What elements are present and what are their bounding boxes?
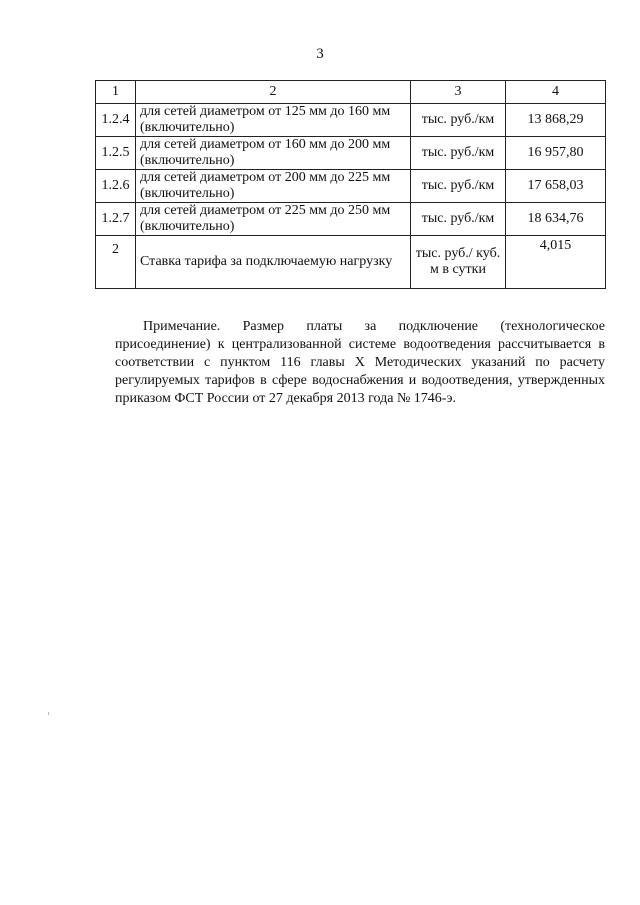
row-unit: тыс. руб./км	[411, 104, 506, 137]
row-number: 1.2.5	[96, 137, 136, 170]
row-value: 13 868,29	[506, 104, 606, 137]
table-row	[96, 236, 606, 289]
row-number: 2	[96, 236, 136, 289]
row-number: 1.2.7	[96, 203, 136, 236]
table-row	[96, 203, 606, 236]
row-value: 17 658,03	[506, 170, 606, 203]
table-row	[96, 137, 606, 170]
note-paragraph	[115, 318, 605, 408]
table-row	[96, 104, 606, 137]
column-header-1: 1	[96, 81, 136, 104]
tariff-table	[95, 80, 606, 289]
note-text: Примечание. Размер платы за подключение (технологическое присоединение) к централизованной системе водоотведения рассчитывается в соответствии с пунктом 116 главы X Методических указаний по расчету регулируемых тарифов в сфере водоснабжения и водоотведения, утвержденных приказом ФСТ России от 27 декабря 2013 года № 1746-э.	[115, 319, 605, 406]
row-value: 18 634,76	[506, 203, 606, 236]
row-unit: тыс. руб./км	[411, 170, 506, 203]
row-description: для сетей диаметром от 200 мм до 225 мм (включительно)	[136, 170, 411, 203]
column-header-2: 2	[136, 81, 411, 104]
column-header-4: 4	[506, 81, 606, 104]
table-header-row	[96, 81, 606, 104]
row-number: 1.2.4	[96, 104, 136, 137]
row-description: Ставка тарифа за подключаемую нагрузку	[136, 236, 411, 289]
row-description: для сетей диаметром от 160 мм до 200 мм (включительно)	[136, 137, 411, 170]
column-header-3: 3	[411, 81, 506, 104]
row-unit: тыс. руб./ куб. м в сутки	[411, 236, 506, 289]
row-description: для сетей диаметром от 225 мм до 250 мм (включительно)	[136, 203, 411, 236]
page-number: 3	[316, 46, 324, 62]
row-value: 16 957,80	[506, 137, 606, 170]
row-number: 1.2.6	[96, 170, 136, 203]
row-description: для сетей диаметром от 125 мм до 160 мм (включительно)	[136, 104, 411, 137]
row-unit: тыс. руб./км	[411, 203, 506, 236]
scan-artifact-mark	[48, 712, 49, 715]
row-unit: тыс. руб./км	[411, 137, 506, 170]
row-value: 4,015	[506, 236, 606, 289]
table-row	[96, 170, 606, 203]
